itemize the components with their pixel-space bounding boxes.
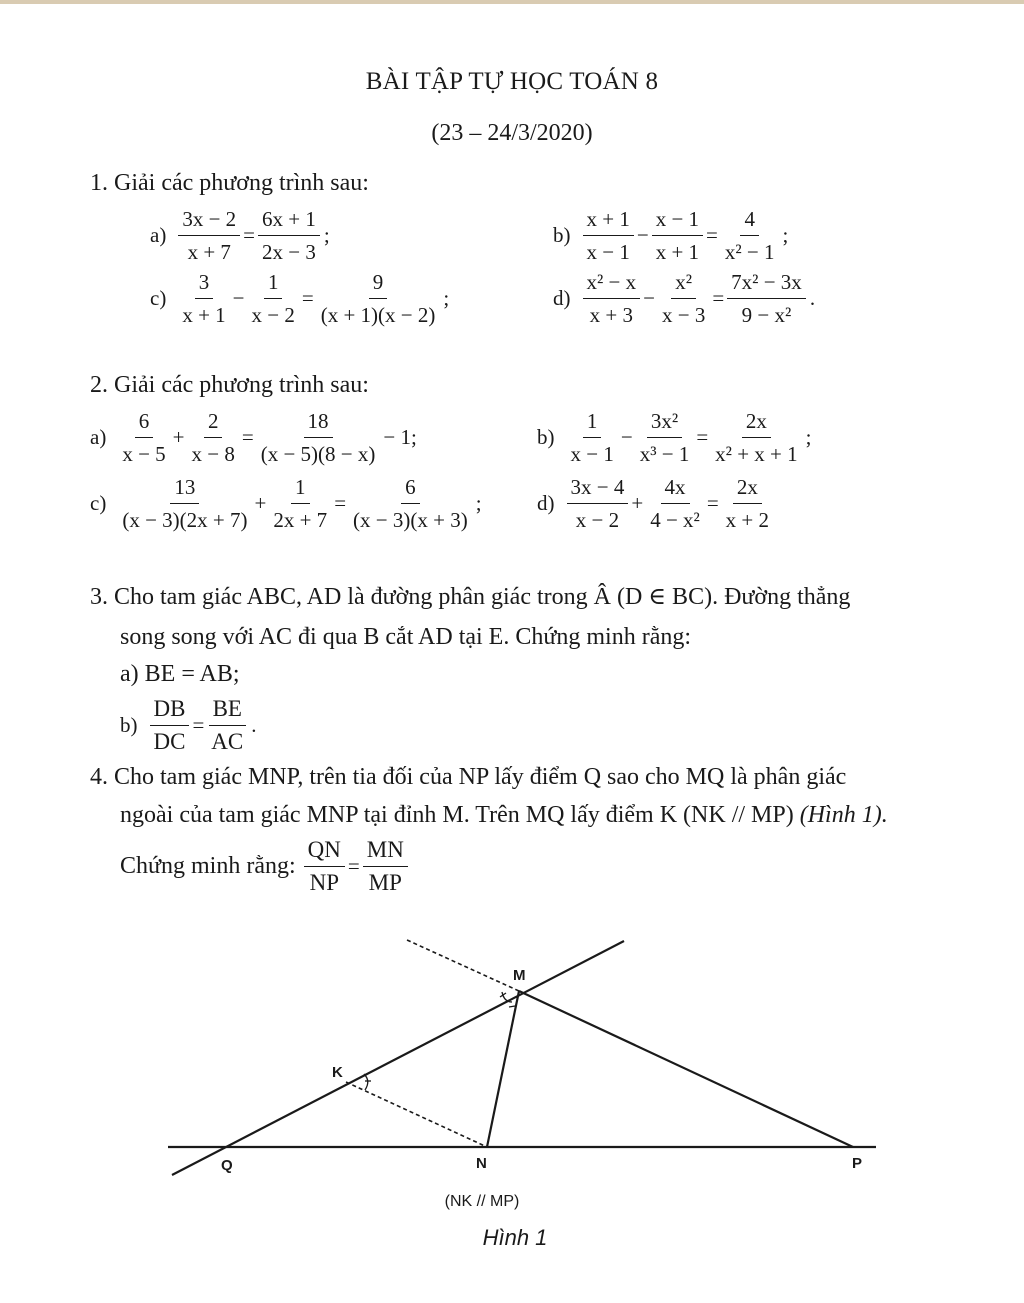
numerator: x − 1 <box>652 205 703 236</box>
end: − 1; <box>383 425 417 449</box>
numerator: 1 <box>291 473 310 504</box>
numerator: x + 1 <box>583 205 634 236</box>
operator: = <box>696 425 709 449</box>
point-label-n: N <box>476 1155 487 1172</box>
end: ; <box>782 223 789 247</box>
numerator: 13 <box>170 473 199 504</box>
numerator: 7x² − 3x <box>727 268 806 299</box>
point-label-k: K <box>332 1064 343 1081</box>
numerator: 6 <box>135 407 154 438</box>
numerator: BE <box>209 695 246 726</box>
numerator: 2 <box>204 407 223 438</box>
denominator: x − 3 <box>661 303 706 327</box>
numerator: MN <box>363 836 408 867</box>
denominator: (x − 3)(x + 3) <box>353 508 468 532</box>
operator: = <box>706 491 719 515</box>
numerator: x² − x <box>583 268 641 299</box>
operator: = <box>712 286 725 310</box>
angle-tick-m2 <box>509 1006 515 1007</box>
point-label-p: P <box>852 1155 863 1172</box>
label: d) <box>553 286 571 310</box>
denominator: x + 2 <box>725 508 770 532</box>
denominator: x − 5 <box>122 442 166 466</box>
denominator: 2x + 7 <box>273 508 328 532</box>
end: ; <box>323 223 330 247</box>
operator: + <box>254 491 267 515</box>
operator: − <box>643 286 655 310</box>
denominator: 9 − x² <box>741 303 792 327</box>
denominator: x + 1 <box>655 240 700 264</box>
problem-4-line1: 4. Cho tam giác MNP, trên tia đối của NP lấy điểm Q sao cho MQ là phân giác <box>90 764 847 790</box>
operator: + <box>172 425 185 449</box>
denominator: (x − 5)(8 − x) <box>260 442 376 466</box>
label: a) <box>90 425 107 449</box>
denominator: AC <box>211 729 244 754</box>
denominator: (x + 1)(x − 2) <box>320 303 436 327</box>
label: a) <box>150 223 167 247</box>
denominator: x + 3 <box>589 303 633 327</box>
denominator: x − 2 <box>575 508 620 532</box>
label: c) <box>150 286 167 310</box>
prove-text: Chứng minh rằng: <box>120 853 296 879</box>
label: c) <box>90 491 107 515</box>
numerator: DB <box>150 695 190 726</box>
line2-text: ngoài của tam giác MNP tại đỉnh M. Trên MQ lấy điểm K (NK // MP) <box>120 802 800 828</box>
figure-caption: Hình 1 <box>482 1225 548 1250</box>
denominator: x² + x + 1 <box>715 442 798 466</box>
operator: = <box>706 223 718 247</box>
point-label-m: M <box>513 967 526 984</box>
end: ; <box>443 286 450 310</box>
numerator: 4 <box>740 205 759 236</box>
operator: = <box>192 713 205 737</box>
operator: − <box>232 286 245 310</box>
numerator: 1 <box>583 407 602 438</box>
denominator: x + 7 <box>187 240 231 264</box>
numerator: 3 <box>195 268 214 299</box>
operator: − <box>636 223 649 247</box>
problem-3-part-a: a) BE = AB; <box>120 661 240 687</box>
denominator: x + 1 <box>182 303 226 327</box>
operator: = <box>243 223 256 247</box>
denominator: (x − 3)(2x + 7) <box>122 508 248 532</box>
operator: = <box>347 854 360 878</box>
numerator: 9 <box>369 268 388 299</box>
dashed-segment-nk <box>346 1082 487 1147</box>
denominator: x − 1 <box>586 240 630 264</box>
end: ; <box>805 425 812 449</box>
numerator: 2x <box>742 407 771 438</box>
operator: = <box>301 286 314 310</box>
numerator: QN <box>304 836 345 867</box>
denominator: x − 1 <box>570 442 614 466</box>
numerator: 3x² <box>647 407 682 438</box>
end: . <box>251 713 257 737</box>
figure-reference: (Hình 1). <box>799 802 888 828</box>
operator: + <box>631 491 644 515</box>
figure-note: (NK // MP) <box>444 1193 520 1210</box>
numerator: 1 <box>264 268 283 299</box>
denominator: x³ − 1 <box>639 442 690 466</box>
numerator: x² <box>671 268 696 299</box>
problem-1-heading: 1. Giải các phương trình sau: <box>90 170 369 196</box>
denominator: x − 2 <box>251 303 295 327</box>
denominator: DC <box>153 729 186 754</box>
denominator: NP <box>309 870 339 895</box>
denominator: x² − 1 <box>724 240 775 264</box>
problem-3-line1: 3. Cho tam giác ABC, AD là đường phân giác trong Â (D ∈ BC). Đường thẳng <box>90 584 851 610</box>
numerator: 6 <box>401 473 420 504</box>
denominator: x − 8 <box>191 442 235 466</box>
denominator: MP <box>368 870 402 895</box>
segment-mn <box>487 991 519 1147</box>
denominator: 4 − x² <box>650 508 700 532</box>
label: b) <box>120 713 138 737</box>
operator: = <box>241 425 254 449</box>
segment-mp <box>519 991 853 1147</box>
numerator: 18 <box>304 407 333 438</box>
operator: − <box>620 425 633 449</box>
numerator: 6x + 1 <box>258 205 320 236</box>
label: d) <box>537 491 555 515</box>
point-label-q: Q <box>221 1157 233 1174</box>
numerator: 4x <box>661 473 690 504</box>
dashed-extension-pm <box>407 940 519 991</box>
line-qm-extended <box>172 941 624 1175</box>
end: . <box>809 286 816 310</box>
label: b) <box>537 425 555 449</box>
numerator: 2x <box>733 473 762 504</box>
denominator: 2x − 3 <box>262 240 316 264</box>
problem-3-line2: song song với AC đi qua B cắt AD tại E. Chứng minh rằng: <box>120 624 692 650</box>
page-title: BÀI TẬP TỰ HỌC TOÁN 8 <box>365 68 659 95</box>
date-range: (23 – 24/3/2020) <box>431 120 593 146</box>
numerator: 3x − 4 <box>567 473 629 504</box>
numerator: 3x − 2 <box>178 205 240 236</box>
problem-2-heading: 2. Giải các phương trình sau: <box>90 372 369 398</box>
operator: = <box>334 491 347 515</box>
label: b) <box>553 223 571 247</box>
end: ; <box>475 491 482 515</box>
